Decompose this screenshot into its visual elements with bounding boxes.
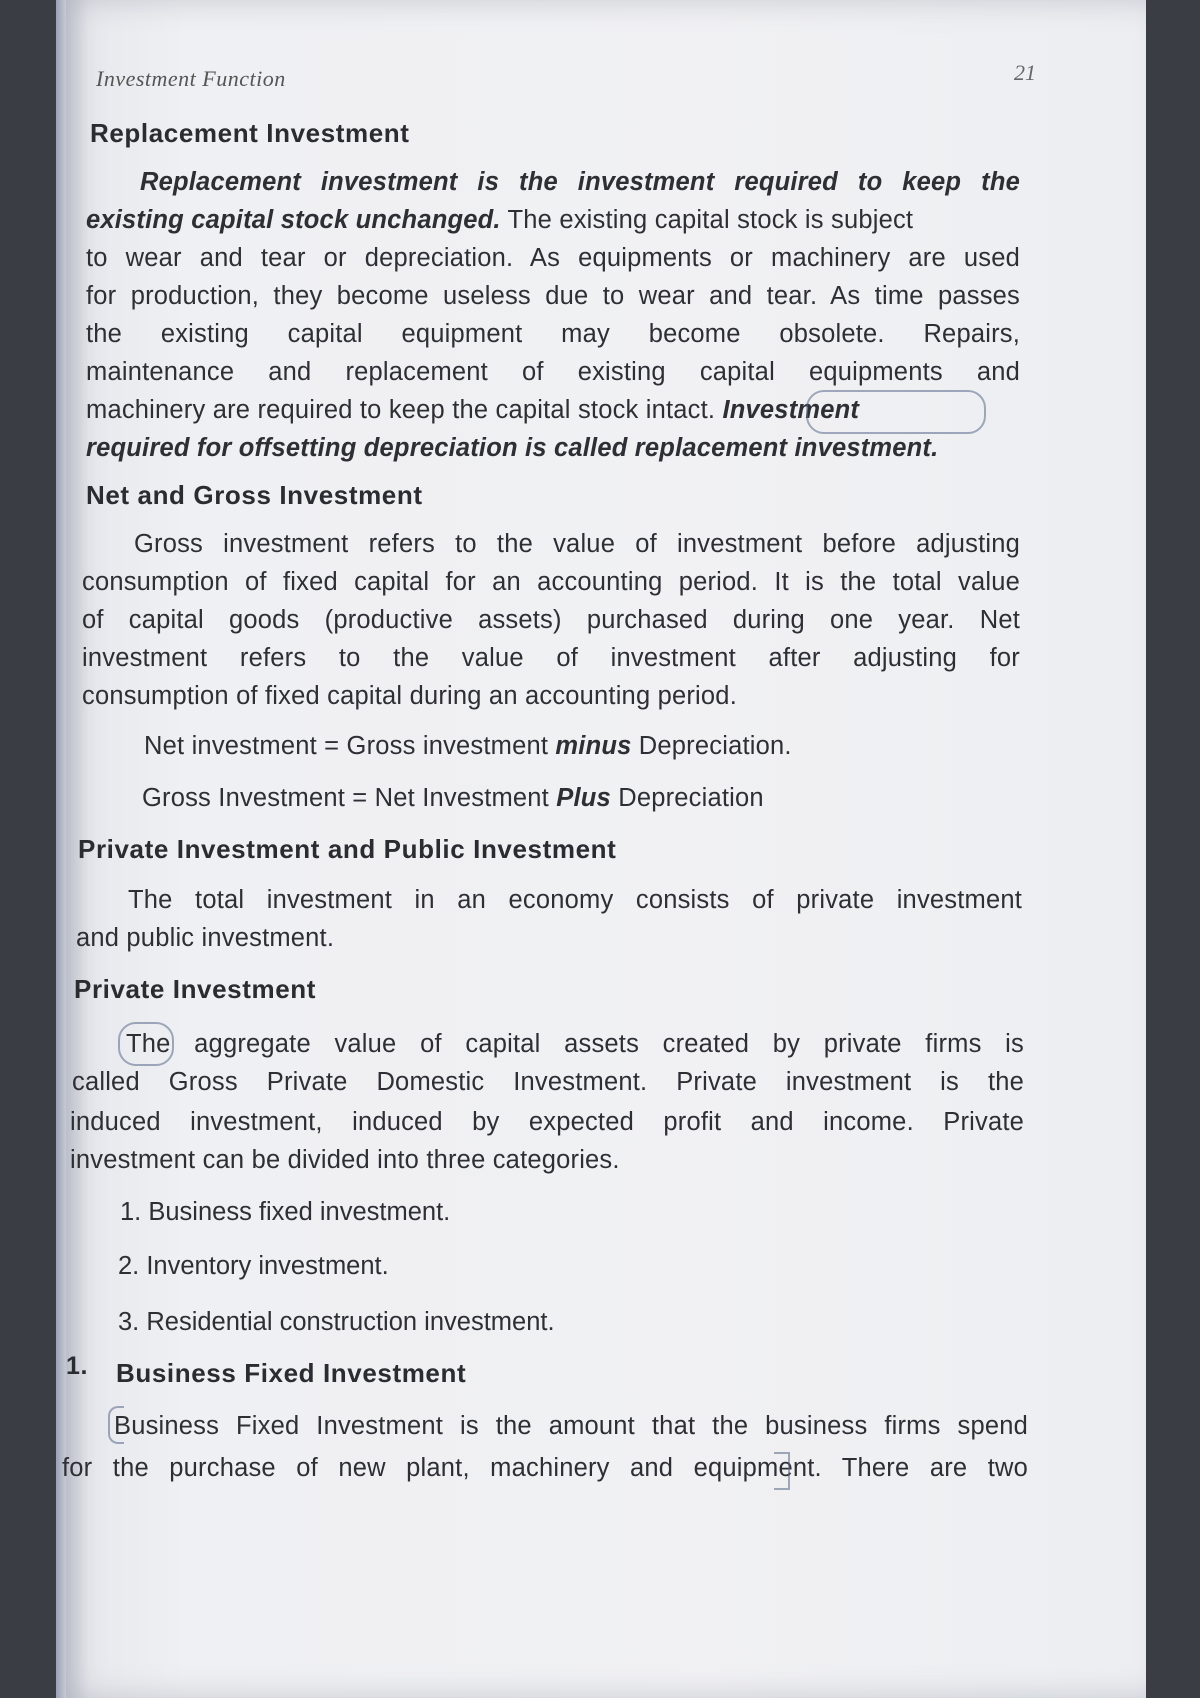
- paragraph-line: the existing capital equipment may become obsolete. Repairs,: [86, 320, 1020, 348]
- paragraph-line: and public investment.: [76, 924, 335, 952]
- emphasis-text: existing capital stock unchanged.: [86, 206, 501, 234]
- paragraph-line: [86, 396, 859, 425]
- heading-private-investment: Private Investment: [74, 974, 317, 1004]
- formula-text: Depreciation: [610, 784, 764, 812]
- book-spine: [56, 0, 66, 1698]
- heading-business-fixed-investment: Business Fixed Investment: [116, 1358, 467, 1388]
- paragraph-line: consumption of fixed capital during an accounting period.: [82, 682, 737, 710]
- book-page: [56, 0, 1146, 1698]
- paragraph-line: investment refers to the value of investment after adjusting for: [82, 644, 1020, 672]
- paragraph-line: The aggregate value of capital assets created by private firms is: [126, 1030, 1024, 1058]
- body-text: machinery are required to keep the capital stock intact.: [86, 396, 723, 424]
- paragraph-line: called Gross Private Domestic Investment. Private investment is the: [72, 1068, 1024, 1096]
- body-text: The existing capital stock is subject: [500, 206, 914, 234]
- formula-text: Depreciation.: [631, 732, 792, 760]
- heading-net-gross-investment: Net and Gross Investment: [86, 480, 423, 510]
- formula-text: Net investment = Gross investment: [144, 732, 556, 760]
- section-number: 1.: [66, 1352, 89, 1380]
- emphasis-text: Investment: [722, 396, 860, 424]
- paragraph-line: Replacement investment is the investment required to keep the: [140, 168, 1020, 196]
- heading-private-public-investment: Private Investment and Public Investment: [78, 834, 617, 864]
- heading-replacement-investment: Replacement Investment: [90, 118, 410, 148]
- paragraph-line: consumption of fixed capital for an accounting period. It is the total value: [82, 568, 1020, 596]
- pen-bracket-mark: [774, 1452, 790, 1490]
- paragraph-line: required for offsetting depreciation is called replacement investment.: [86, 434, 939, 462]
- paragraph-line: The total investment in an economy consists of private investment: [128, 886, 1022, 914]
- paragraph-line: for production, they become useless due to wear and tear. As time passes: [86, 282, 1020, 310]
- pen-circle-mark: [118, 1022, 174, 1066]
- formula-net-investment: [144, 732, 792, 761]
- paragraph-line: maintenance and replacement of existing capital equipments and: [86, 358, 1020, 386]
- formula-text: Gross Investment = Net Investment: [142, 784, 557, 812]
- list-item: 2. Inventory investment.: [118, 1252, 389, 1280]
- list-item: 3. Residential construction investment.: [118, 1308, 555, 1336]
- pen-circle-mark: [806, 390, 986, 434]
- formula-operator: Plus: [556, 784, 611, 812]
- paragraph-line: Gross investment refers to the value of investment before adjusting: [134, 530, 1020, 558]
- formula-gross-investment: [142, 784, 764, 813]
- running-title: Investment Function: [96, 66, 286, 91]
- pen-bracket-mark: [108, 1406, 124, 1444]
- paragraph-line: investment can be divided into three categories.: [70, 1146, 620, 1174]
- paragraph-line: to wear and tear or depreciation. As equipments or machinery are used: [86, 244, 1020, 272]
- paragraph-line: of capital goods (productive assets) purchased during one year. Net: [82, 606, 1020, 634]
- paragraph-line: Business Fixed Investment is the amount that the business firms spend: [114, 1412, 1028, 1440]
- paragraph-line: [86, 206, 913, 235]
- page-number: 21: [1014, 60, 1036, 85]
- formula-operator: minus: [555, 732, 632, 760]
- paragraph-line: for the purchase of new plant, machinery and equipment. There are two: [62, 1454, 1028, 1482]
- paragraph-line: induced investment, induced by expected profit and income. Private: [70, 1108, 1024, 1136]
- list-item: 1. Business fixed investment.: [120, 1198, 451, 1226]
